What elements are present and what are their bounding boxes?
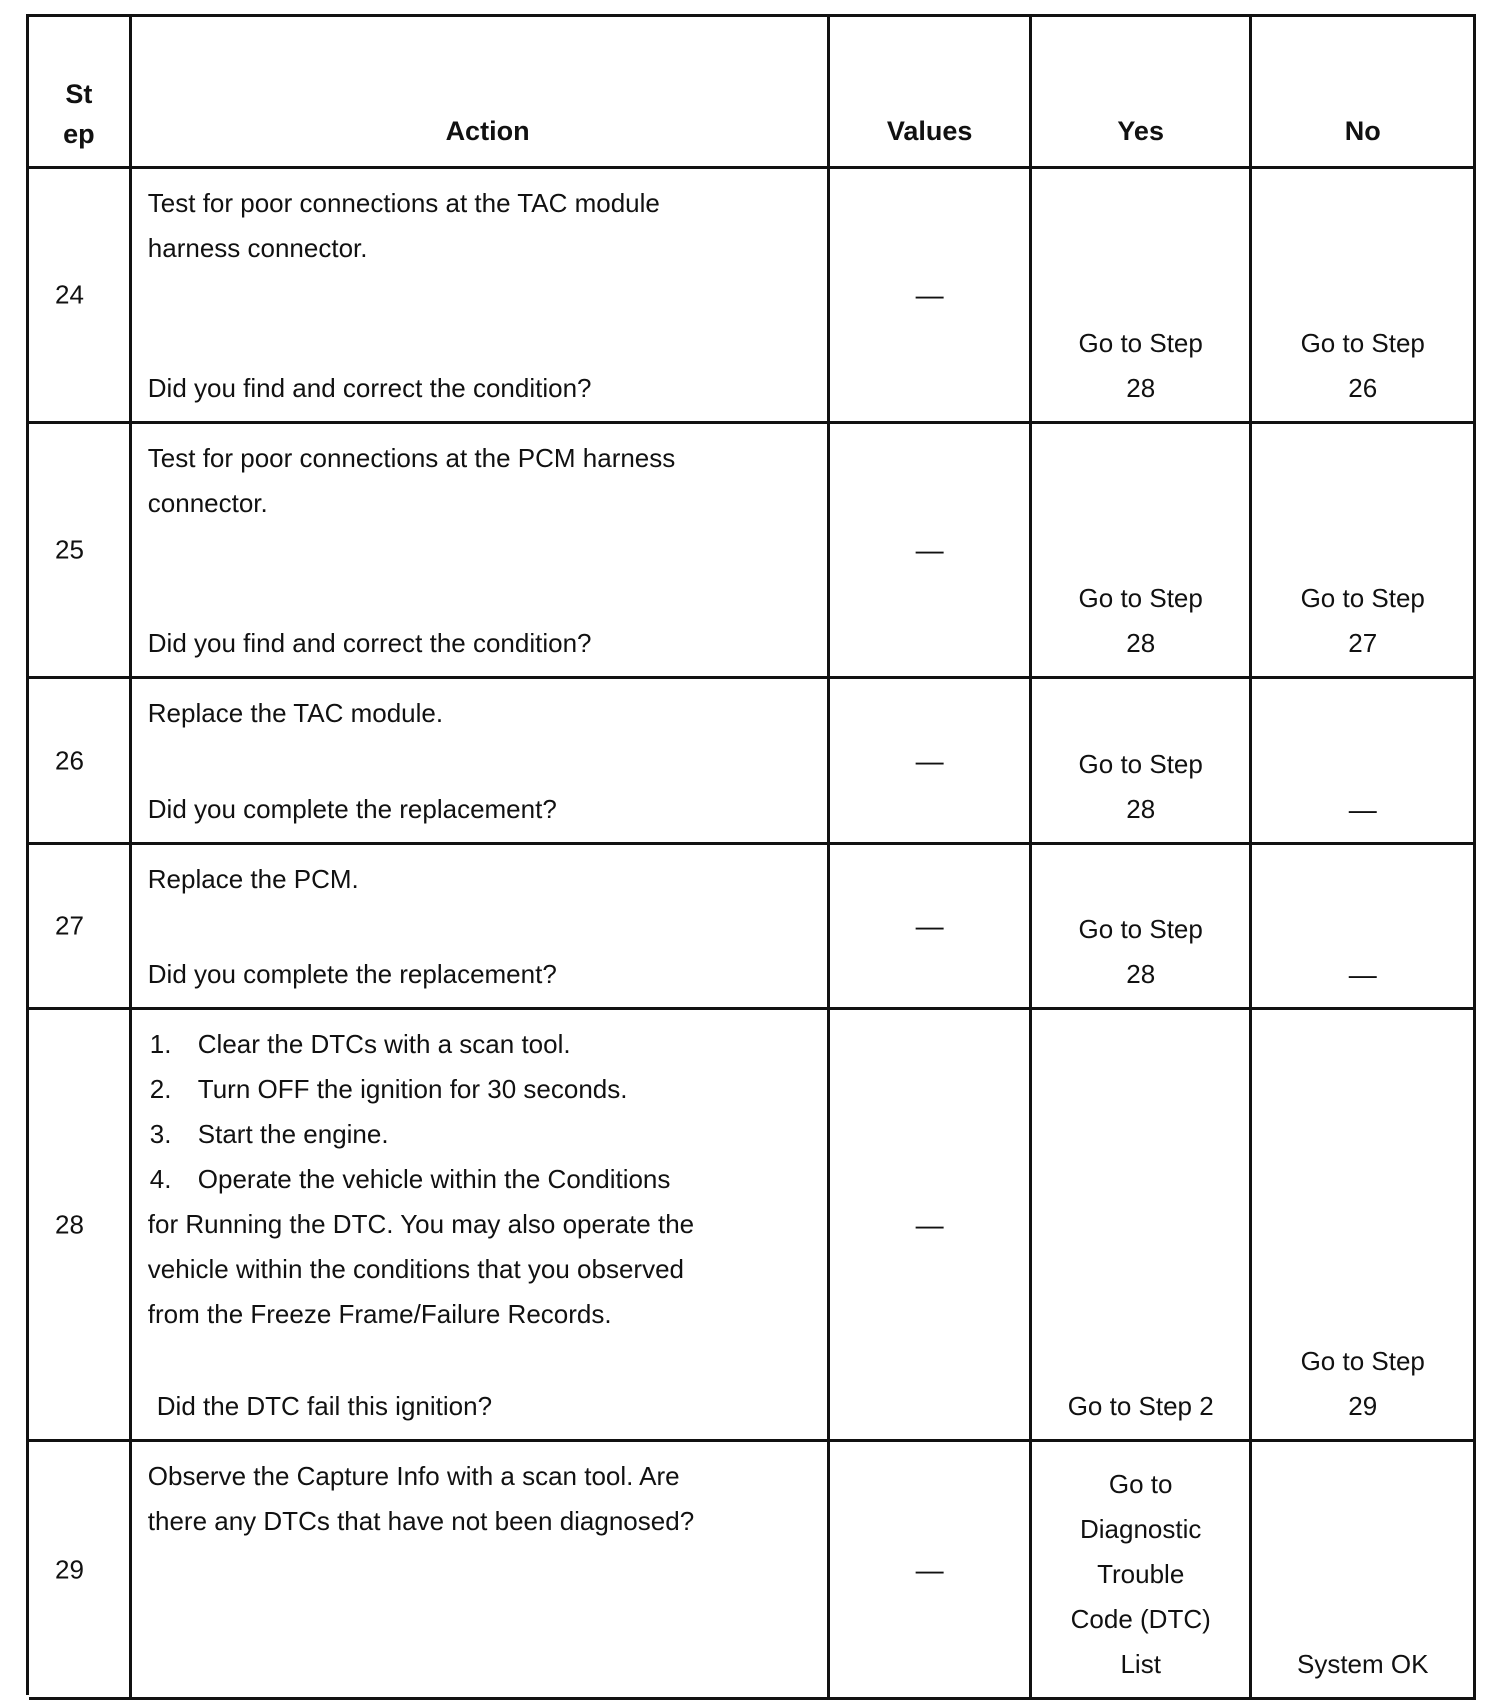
- step-cell: [29, 845, 132, 1007]
- header-step-line2: ep: [63, 119, 95, 149]
- values-text: —: [915, 745, 944, 776]
- list-item: [148, 1157, 820, 1202]
- header-step: [29, 17, 132, 166]
- step-cell: [29, 169, 132, 421]
- table-row: [29, 424, 1476, 679]
- action-cell: [132, 1442, 831, 1697]
- yes-text: Go to Step 2: [1067, 1391, 1214, 1421]
- header-step-line1: St: [65, 79, 93, 109]
- header-action: [132, 17, 831, 166]
- action-text: harness connector.: [147, 233, 368, 263]
- step-cell: [29, 1442, 132, 1697]
- values-text: —: [915, 279, 944, 311]
- yes-step: 28: [1126, 373, 1156, 403]
- list-number: 3.: [149, 1119, 172, 1149]
- no-step: 27: [1348, 628, 1378, 658]
- diagnostic-table: [26, 14, 1476, 1695]
- values-cell: [830, 679, 1032, 842]
- table-row: [29, 1442, 1476, 1700]
- no-cell: [1252, 679, 1476, 842]
- list-item: [148, 1067, 820, 1112]
- values-text: —: [915, 910, 944, 942]
- list-text: Operate the vehicle within the Conditions: [197, 1164, 671, 1194]
- action-cell: [132, 679, 831, 842]
- yes-text: Go to Step: [1078, 583, 1203, 613]
- yes-step: 28: [1126, 628, 1156, 658]
- header-action-label: Action: [445, 116, 530, 146]
- action-text: Test for poor connections at the TAC module: [147, 188, 660, 218]
- values-cell: [830, 424, 1032, 676]
- yes-text: Go to Step: [1078, 914, 1203, 944]
- yes-text: Diagnostic: [1079, 1514, 1202, 1544]
- no-text: —: [1348, 959, 1377, 990]
- action-text: from the Freeze Frame/Failure Records.: [147, 1299, 612, 1329]
- no-text: Go to Step: [1300, 1346, 1425, 1376]
- values-text: —: [915, 1554, 944, 1585]
- header-yes: [1032, 17, 1253, 166]
- yes-step: 28: [1126, 794, 1156, 824]
- step-number: 25: [55, 534, 84, 565]
- no-step: 26: [1348, 373, 1378, 403]
- action-text: Replace the TAC module.: [147, 698, 444, 728]
- yes-text: Trouble: [1097, 1559, 1185, 1589]
- action-text: Replace the PCM.: [147, 864, 359, 894]
- list-number: 2.: [149, 1074, 172, 1104]
- step-number: 27: [55, 910, 84, 941]
- list-text: Clear the DTCs with a scan tool.: [197, 1029, 571, 1059]
- yes-cell: [1032, 1010, 1253, 1439]
- values-cell: [830, 845, 1032, 1007]
- table-header: [29, 17, 1476, 169]
- no-cell: [1252, 845, 1476, 1007]
- values-cell: [830, 1010, 1032, 1439]
- yes-cell: [1032, 424, 1253, 676]
- action-text: for Running the DTC. You may also operate the: [147, 1209, 695, 1239]
- step-cell: [29, 679, 132, 842]
- action-text: vehicle within the conditions that you observed: [147, 1254, 684, 1284]
- list-number: 4.: [149, 1164, 172, 1194]
- values-text: —: [915, 534, 944, 566]
- no-text: —: [1348, 794, 1377, 825]
- list-text: Turn OFF the ignition for 30 seconds.: [197, 1074, 628, 1104]
- step-cell: [29, 424, 132, 676]
- header-values: [830, 17, 1032, 166]
- action-question: Did you find and correct the condition?: [147, 373, 592, 403]
- step-number: 29: [55, 1554, 84, 1584]
- list-item: [148, 1022, 820, 1067]
- step-number: 28: [55, 1209, 84, 1239]
- yes-text: List: [1120, 1649, 1161, 1679]
- yes-text: Go to Step: [1078, 749, 1203, 779]
- yes-text: Code (DTC): [1070, 1604, 1211, 1634]
- table-row: [29, 845, 1476, 1010]
- no-text: Go to Step: [1300, 328, 1425, 358]
- action-text: there any DTCs that have not been diagnosed?: [147, 1506, 695, 1536]
- action-cell: [132, 845, 831, 1007]
- list-number: 1.: [149, 1029, 172, 1059]
- header-values-label: Values: [886, 116, 973, 146]
- yes-cell: [1032, 169, 1253, 421]
- action-cell: [132, 424, 831, 676]
- action-question: Did you complete the replacement?: [147, 794, 557, 824]
- values-cell: [830, 169, 1032, 421]
- yes-cell: [1032, 679, 1253, 842]
- action-text: Observe the Capture Info with a scan tool. Are: [147, 1461, 680, 1491]
- action-cell: [132, 169, 831, 421]
- values-text: —: [915, 1209, 944, 1240]
- yes-text: Go to: [1108, 1469, 1173, 1499]
- no-cell: [1252, 424, 1476, 676]
- no-text: Go to Step: [1300, 583, 1425, 613]
- action-cell: [132, 1010, 831, 1439]
- yes-text: Go to Step: [1078, 328, 1203, 358]
- table-row: [29, 169, 1476, 424]
- header-yes-label: Yes: [1117, 116, 1164, 146]
- no-step: 29: [1348, 1391, 1378, 1421]
- table-row: [29, 679, 1476, 845]
- no-text: System OK: [1296, 1649, 1429, 1679]
- no-cell: [1252, 1442, 1476, 1697]
- list-item: [148, 1112, 820, 1157]
- values-cell: [830, 1442, 1032, 1697]
- yes-step: 28: [1126, 959, 1156, 989]
- table-row: [29, 1010, 1476, 1442]
- action-question: Did you find and correct the condition?: [147, 628, 592, 658]
- header-no: [1252, 17, 1476, 166]
- yes-cell: [1032, 1442, 1253, 1697]
- action-question: Did you complete the replacement?: [147, 959, 557, 989]
- step-number: 26: [55, 745, 84, 775]
- action-text: Test for poor connections at the PCM harness: [147, 443, 676, 473]
- step-number: 24: [55, 279, 84, 310]
- no-cell: [1252, 169, 1476, 421]
- action-text: connector.: [147, 488, 268, 518]
- yes-cell: [1032, 845, 1253, 1007]
- step-cell: [29, 1010, 132, 1439]
- header-no-label: No: [1344, 116, 1381, 146]
- action-question: Did the DTC fail this ignition?: [156, 1391, 493, 1421]
- no-cell: [1252, 1010, 1476, 1439]
- list-text: Start the engine.: [197, 1119, 389, 1149]
